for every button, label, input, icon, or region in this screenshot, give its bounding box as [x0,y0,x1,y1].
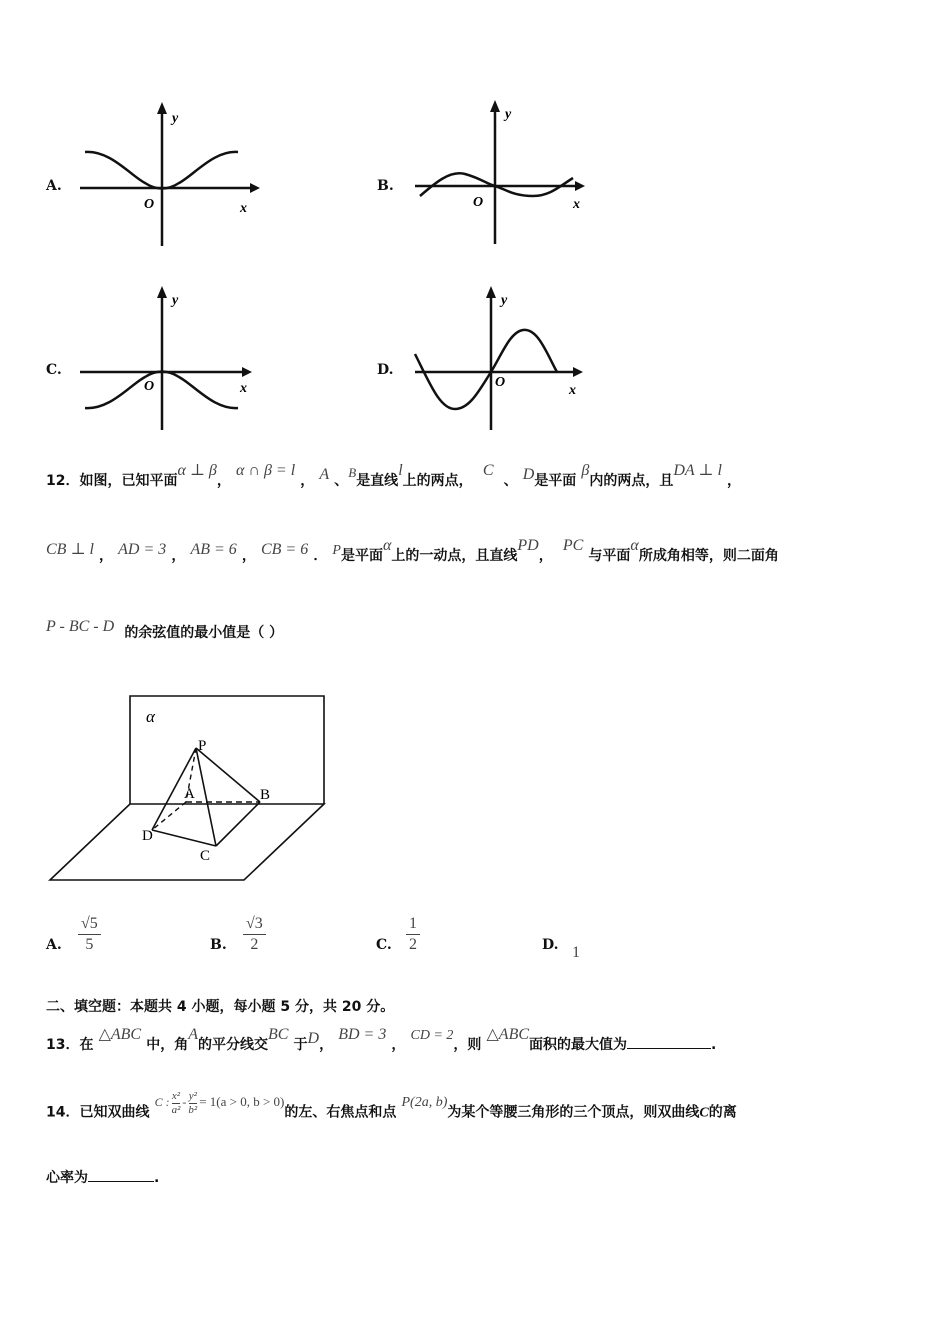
graph-b [405,98,595,248]
answer-blank[interactable] [627,1036,711,1049]
option-d-label: D. [377,362,394,378]
edge-ad [152,802,186,830]
q12-option-a-label: A. [46,937,62,953]
alpha-label: α [146,707,155,726]
y-axis-arrow [486,286,496,298]
y-label: y [501,293,508,308]
q12-option-b-value: $\frac{√3}{2}$ [243,914,266,955]
q14-line1: 14．已知双曲线 $^{C : \frac{\text{x²}}{\text{a²}} - \frac{\text{y²}}{\text{b²}} = 1(a > 0, b > 0)}$的左、右焦点和点 P(2a, b)为某个等腰三角形的三个顶点，则双曲线C的离 [46,1090,737,1121]
x-axis-arrow [575,181,585,191]
y-axis-arrow [157,286,167,298]
q12-option-b-label: B. [210,937,227,953]
graph-a [70,100,260,250]
point-a: A [184,786,195,802]
q12-line3: P - BC - D 的余弦值的最小值是（ ） [46,618,284,641]
q12-option-c-value: $\frac{1}{2}$ [406,914,420,955]
point-c: C [200,848,211,864]
y-axis-arrow [490,100,500,112]
y-axis-arrow [157,102,167,114]
graph-c [70,284,260,434]
q12-option-d-value: 1 [572,944,580,961]
q12-option-c-label: C. [376,937,392,953]
y-label: y [505,107,512,122]
point-d: D [142,828,153,844]
x-label: x [240,201,247,216]
option-b-label: B. [377,178,394,194]
x-axis-arrow [573,367,583,377]
edge-cb [216,802,260,846]
origin-label: O [495,375,506,390]
x-axis-arrow [242,367,252,377]
point-b: B [260,787,271,803]
x-label: x [240,381,247,396]
edge-dc [152,830,216,846]
point-p: P [198,738,207,754]
q14-line2: 心率为 . [46,1170,160,1186]
y-label: y [172,293,179,308]
q12-line2: CB ⊥ l ， AD = 3 ， AB = 6 ， CB = 6 ． P是平面α上的一动点，且直线PD， PC 与平面α所成角相等，则二面角 [46,537,779,564]
q12-option-d-label: D. [542,937,559,953]
q13-line: 13．在 △ABC 中，角A的平分线交BC 于D， BD = 3 ， CD = 2，则 △ABC面积的最大值为 . [46,1026,717,1053]
hyperbola-equation: C : x² a² - y² b² = 1(a > 0, b > 0) [154,1090,285,1116]
origin-label: O [473,195,484,210]
q12-option-a-value: $\frac{√5}{5}$ [78,914,101,955]
q12-line1: 12．如图，已知平面α ⊥ β， α ∩ β = l ， A 、$^B$是直线l上的两点， C 、 D是平面 β内的两点，且DA ⊥ l ， [46,462,741,489]
option-c-label: C. [46,362,62,378]
curve-d [415,330,557,409]
graph-d [405,284,595,434]
q12-figure [48,690,348,890]
plane-beta [50,804,324,880]
curve-b [420,173,573,196]
x-axis-arrow [250,183,260,193]
origin-label: O [144,379,155,394]
section-heading: 二、填空题：本题共 4 小题，每小题 5 分，共 20 分。 [46,999,395,1015]
y-label: y [172,111,179,126]
option-a-label: A. [46,178,62,194]
origin-label: O [144,197,155,212]
x-label: x [573,197,580,212]
plane-alpha [130,696,324,804]
answer-blank[interactable] [88,1169,154,1182]
x-label: x [569,383,576,398]
